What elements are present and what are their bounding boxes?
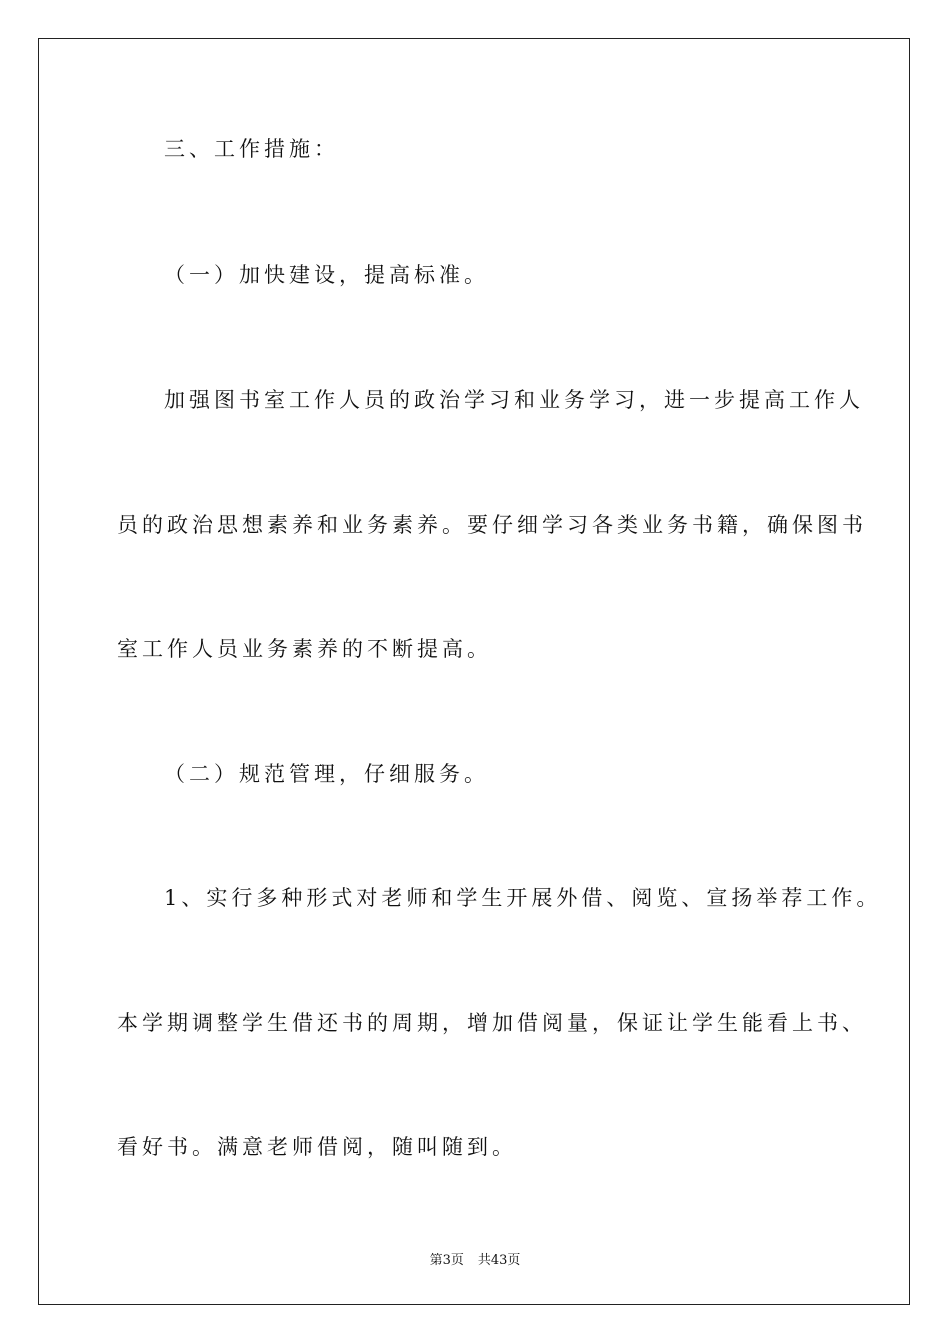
subsection-heading: （二）规范管理，仔细服务。 — [164, 762, 489, 786]
paragraph-line: 看好书。满意老师借阅，随叫随到。 — [117, 1135, 517, 1159]
paragraph-line: 1、实行多种形式对老师和学生开展外借、阅览、宣扬举荐工作。 — [164, 886, 882, 910]
page-number: 第3页 — [429, 1253, 464, 1268]
page-footer — [0, 1249, 950, 1268]
page-border — [38, 38, 910, 1305]
subsection-heading: （一）加快建设，提高标准。 — [164, 263, 489, 287]
paragraph-line: 员的政治思想素养和业务素养。要仔细学习各类业务书籍，确保图书 — [117, 513, 867, 537]
page-total: 共43页 — [477, 1253, 521, 1268]
paragraph-line: 室工作人员业务素养的不断提高。 — [117, 637, 492, 661]
section-heading: 三、工作措施： — [164, 137, 339, 161]
paragraph-line: 加强图书室工作人员的政治学习和业务学习，进一步提高工作人 — [164, 388, 864, 412]
paragraph-line: 本学期调整学生借还书的周期，增加借阅量，保证让学生能看上书、 — [117, 1011, 867, 1035]
